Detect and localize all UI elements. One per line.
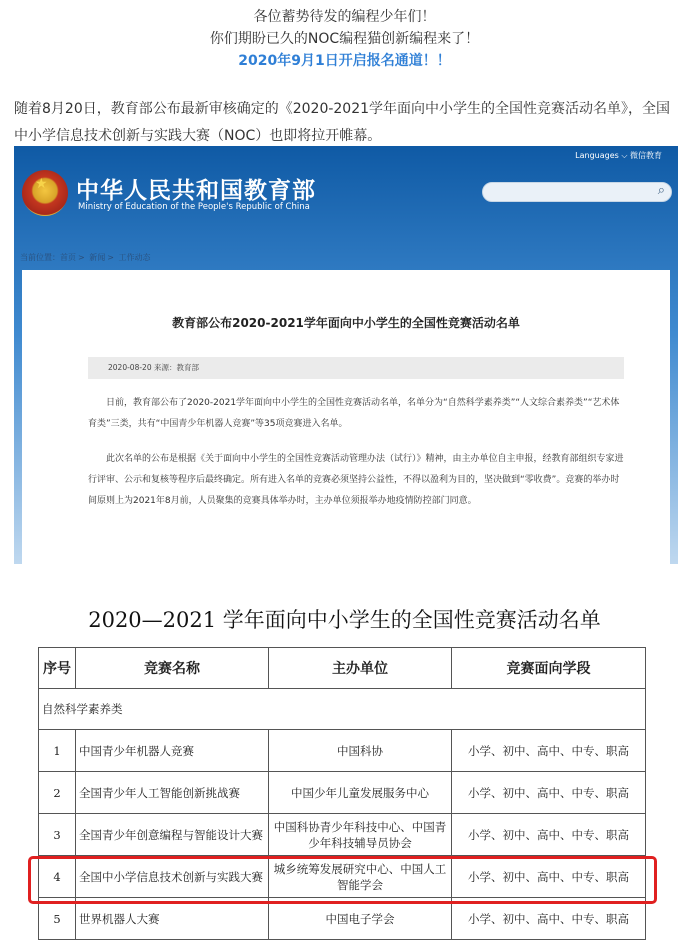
table-header-row (39, 648, 646, 689)
table-row (39, 730, 646, 772)
header-level: 竞赛面向学段 (452, 648, 646, 689)
row-name: 世界机器人大赛 (76, 898, 269, 940)
row-no: 2 (39, 772, 76, 814)
row-name: 全国青少年人工智能创新挑战赛 (76, 772, 269, 814)
breadcrumb-work[interactable]: 工作动态 (118, 253, 151, 262)
row-org: 中国电子学会 (269, 898, 452, 940)
breadcrumb-home[interactable]: 当前位置：首页 (20, 253, 76, 262)
row-org: 中国少年儿童发展服务中心 (269, 772, 452, 814)
moe-top-links (575, 150, 662, 161)
article-title: 教育部公布2020-2021学年面向中小学生的全国性竞赛活动名单 (172, 316, 520, 330)
row-name: 全国青少年创意编程与智能设计大赛 (76, 814, 269, 856)
row-level: 小学、初中、高中、中专、职高 (452, 772, 646, 814)
article-paragraph-1: 日前，教育部公布了2020-2021学年面向中小学生的全国性竞赛活动名单，名单分为“自然科学素养类”“人文综合素养类”“艺术体育类”三类，共有“中国青少年机器人竞赛”等35项竞赛进入名单。 (88, 398, 620, 429)
row-org: 城乡统筹发展研究中心、中国人工智能学会 (269, 856, 452, 898)
moe-search-input[interactable] (482, 182, 672, 202)
languages-link[interactable]: Languages (575, 151, 619, 160)
header-no: 序号 (39, 648, 76, 689)
row-org: 中国科协 (269, 730, 452, 772)
national-emblem-icon: ★ (22, 170, 68, 216)
table-row-highlighted (39, 856, 646, 898)
row-level: 小学、初中、高中、中专、职高 (452, 898, 646, 940)
weibo-link[interactable]: 微信教育 (630, 151, 662, 160)
row-level: 小学、初中、高中、中专、职高 (452, 730, 646, 772)
intro-line-1: 各位蓄势待发的编程少年们！ (253, 9, 436, 25)
row-org: 中国科协青少年科技中心、中国青少年科技辅导员协会 (269, 814, 452, 856)
row-name: 全国中小学信息技术创新与实践大赛 (76, 856, 269, 898)
table-row (39, 898, 646, 940)
breadcrumb-news[interactable]: 新闻 (89, 253, 106, 262)
table-row (39, 814, 646, 856)
competition-table (38, 647, 646, 940)
row-level: 小学、初中、高中、中专、职高 (452, 814, 646, 856)
category-label: 自然科学素养类 (39, 689, 646, 730)
table-row (39, 772, 646, 814)
article-card (22, 270, 670, 564)
search-icon[interactable]: ⌕ (657, 183, 665, 198)
table-title: 2020—2021 学年面向中小学生的全国性竞赛活动名单 (88, 608, 601, 632)
intro-line-3: 2020年9月1日开启报名通道！！ (238, 53, 451, 69)
article-paragraph-2: 此次名单的公布是根据《关于面向中小学生的全国性竞赛活动管理办法（试行）》精神，由主办单位自主申报，经教育部组织专家进行评审、公示和复核等程序后最终确定。所有进入名单的竞赛必须坚持公益性，不得以盈利为目的，坚决做到“零收费”。竞赛的举办时间原则上为2021年8月前，人员聚集的竞赛具体举办时，主办单位须报举办地疫情防控部门同意。 (88, 454, 624, 506)
intro-line-2: 你们期盼已久的NOC编程猫创新编程来了！ (209, 31, 480, 47)
news-paragraph: 随着8月20日，教育部公布最新审核确定的《2020-2021学年面向中小学生的全国性竞赛活动名单》，全国中小学信息技术创新与实践大赛（NOC）也即将拉开帷幕。 (14, 101, 671, 144)
row-no: 4 (39, 856, 76, 898)
intro-block (0, 0, 689, 72)
moe-header (14, 146, 678, 246)
chevron-down-icon: ⌵ (621, 151, 628, 160)
row-no: 3 (39, 814, 76, 856)
article-meta: 2020-08-20 来源：教育部 (88, 357, 624, 379)
breadcrumb: 当前位置：首页 > 新闻 > 工作动态 (20, 253, 151, 262)
moe-screenshot (14, 146, 678, 564)
category-row (39, 689, 646, 730)
row-level: 小学、初中、高中、中专、职高 (452, 856, 646, 898)
row-no: 1 (39, 730, 76, 772)
header-name: 竞赛名称 (76, 648, 269, 689)
header-org: 主办单位 (269, 648, 452, 689)
row-no: 5 (39, 898, 76, 940)
moe-title: 中华人民共和国教育部 (76, 178, 316, 204)
row-name: 中国青少年机器人竞赛 (76, 730, 269, 772)
moe-subtitle: Ministry of Education of the People's Republic of China (78, 202, 310, 212)
